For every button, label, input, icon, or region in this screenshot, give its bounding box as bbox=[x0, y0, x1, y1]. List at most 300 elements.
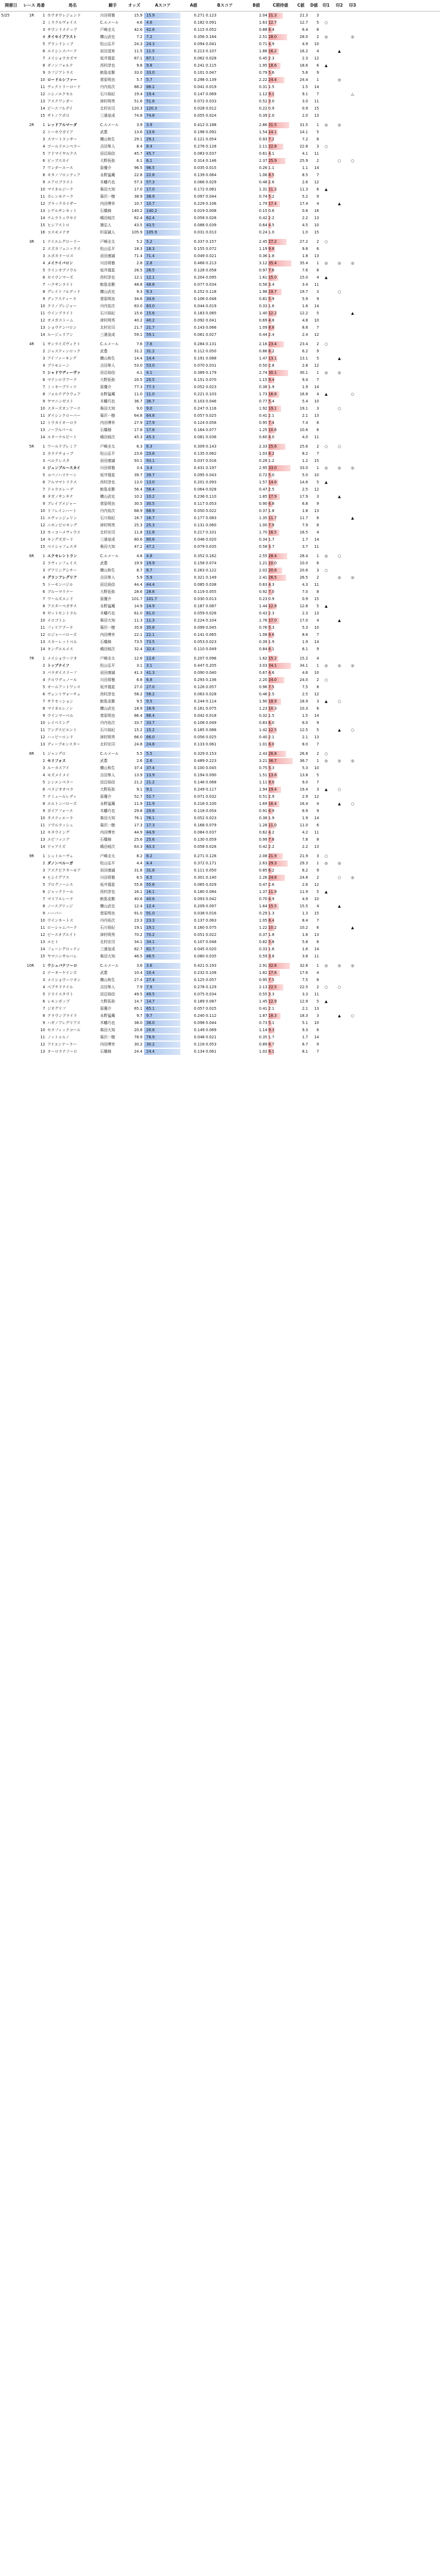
mark-3[interactable] bbox=[346, 450, 359, 458]
mark-1[interactable]: ○ bbox=[324, 985, 328, 989]
mark-1[interactable]: ▲ bbox=[324, 187, 328, 192]
table-row[interactable] bbox=[0, 434, 440, 441]
mark-1[interactable] bbox=[320, 953, 332, 960]
mark-1[interactable] bbox=[320, 932, 332, 939]
mark-1[interactable] bbox=[320, 903, 332, 910]
mark-1[interactable] bbox=[320, 793, 332, 800]
table-row[interactable] bbox=[0, 398, 440, 405]
mark-2[interactable] bbox=[333, 348, 345, 355]
mark-2[interactable] bbox=[333, 691, 345, 698]
table-row[interactable] bbox=[0, 355, 440, 362]
mark-2[interactable]: ◎ bbox=[338, 759, 341, 763]
table-row[interactable] bbox=[0, 705, 440, 712]
mark-1[interactable] bbox=[320, 867, 332, 874]
table-row[interactable] bbox=[0, 822, 440, 829]
mark-1[interactable] bbox=[320, 1012, 332, 1020]
table-row[interactable] bbox=[0, 677, 440, 684]
mark-1[interactable] bbox=[320, 222, 332, 229]
mark-2[interactable] bbox=[333, 84, 345, 91]
table-row[interactable] bbox=[0, 698, 440, 705]
mark-2[interactable] bbox=[333, 253, 345, 260]
table-row[interactable] bbox=[0, 479, 440, 486]
mark-1[interactable] bbox=[320, 610, 332, 617]
mark-1[interactable] bbox=[320, 48, 332, 55]
table-row[interactable] bbox=[0, 341, 440, 348]
mark-1[interactable] bbox=[320, 296, 332, 303]
mark-2[interactable] bbox=[333, 129, 345, 136]
table-row[interactable] bbox=[0, 165, 440, 172]
table-row[interactable] bbox=[0, 874, 440, 881]
mark-1[interactable] bbox=[320, 617, 332, 624]
mark-2[interactable] bbox=[333, 779, 345, 786]
mark-3[interactable] bbox=[346, 77, 359, 84]
table-row[interactable] bbox=[0, 881, 440, 889]
mark-2[interactable] bbox=[333, 317, 345, 324]
mark-2[interactable] bbox=[333, 932, 345, 939]
mark-3[interactable] bbox=[346, 631, 359, 639]
table-row[interactable] bbox=[0, 1020, 440, 1027]
table-row[interactable] bbox=[0, 98, 440, 105]
mark-2[interactable] bbox=[333, 881, 345, 889]
table-row[interactable] bbox=[0, 536, 440, 543]
mark-2[interactable]: ◎ bbox=[338, 123, 341, 127]
mark-3[interactable] bbox=[346, 712, 359, 720]
mark-3[interactable] bbox=[346, 215, 359, 222]
mark-2[interactable] bbox=[333, 829, 345, 836]
mark-3[interactable] bbox=[346, 953, 359, 960]
mark-2[interactable] bbox=[333, 150, 345, 157]
table-row[interactable] bbox=[0, 303, 440, 310]
table-row[interactable] bbox=[0, 889, 440, 896]
mark-3[interactable] bbox=[346, 946, 359, 953]
mark-2[interactable] bbox=[333, 222, 345, 229]
mark-2[interactable] bbox=[333, 536, 345, 543]
mark-3[interactable] bbox=[346, 603, 359, 610]
mark-1[interactable] bbox=[320, 581, 332, 589]
mark-3[interactable] bbox=[346, 553, 359, 560]
mark-3[interactable] bbox=[346, 889, 359, 896]
mark-1[interactable] bbox=[320, 136, 332, 143]
table-row[interactable] bbox=[0, 984, 440, 991]
mark-2[interactable]: ◎ bbox=[338, 78, 341, 82]
table-row[interactable] bbox=[0, 331, 440, 339]
table-row[interactable] bbox=[0, 246, 440, 253]
mark-3[interactable]: ◎ bbox=[351, 575, 354, 580]
table-row[interactable] bbox=[0, 48, 440, 55]
mark-3[interactable] bbox=[346, 105, 359, 112]
mark-3[interactable] bbox=[346, 720, 359, 727]
mark-3[interactable] bbox=[346, 581, 359, 589]
mark-1[interactable] bbox=[320, 508, 332, 515]
mark-1[interactable] bbox=[320, 355, 332, 362]
mark-2[interactable] bbox=[333, 977, 345, 984]
table-row[interactable] bbox=[0, 589, 440, 596]
table-row[interactable] bbox=[0, 208, 440, 215]
table-row[interactable] bbox=[0, 450, 440, 458]
mark-3[interactable] bbox=[346, 639, 359, 646]
mark-3[interactable] bbox=[346, 274, 359, 281]
mark-1[interactable]: ▲ bbox=[324, 604, 328, 608]
table-row[interactable] bbox=[0, 405, 440, 412]
mark-3[interactable] bbox=[346, 734, 359, 741]
mark-3[interactable] bbox=[346, 362, 359, 369]
mark-3[interactable] bbox=[346, 193, 359, 200]
mark-2[interactable] bbox=[333, 296, 345, 303]
table-row[interactable] bbox=[0, 691, 440, 698]
mark-2[interactable] bbox=[333, 246, 345, 253]
mark-1[interactable] bbox=[320, 331, 332, 339]
mark-2[interactable] bbox=[333, 939, 345, 946]
table-row[interactable] bbox=[0, 150, 440, 157]
table-row[interactable] bbox=[0, 377, 440, 384]
mark-3[interactable] bbox=[346, 836, 359, 843]
table-row[interactable] bbox=[0, 55, 440, 62]
mark-1[interactable]: ◎ bbox=[324, 759, 328, 763]
mark-1[interactable]: ○ bbox=[324, 20, 328, 25]
mark-1[interactable] bbox=[320, 991, 332, 998]
mark-3[interactable] bbox=[346, 793, 359, 800]
mark-2[interactable] bbox=[333, 281, 345, 288]
mark-2[interactable] bbox=[333, 324, 345, 331]
table-row[interactable] bbox=[0, 200, 440, 208]
table-row[interactable] bbox=[0, 129, 440, 136]
table-row[interactable] bbox=[0, 420, 440, 427]
mark-1[interactable] bbox=[320, 712, 332, 720]
table-row[interactable] bbox=[0, 610, 440, 617]
mark-1[interactable] bbox=[320, 427, 332, 434]
mark-1[interactable] bbox=[320, 741, 332, 748]
mark-1[interactable] bbox=[320, 12, 332, 19]
mark-2[interactable] bbox=[333, 143, 345, 150]
mark-3[interactable] bbox=[346, 977, 359, 984]
mark-2[interactable] bbox=[333, 772, 345, 779]
mark-1[interactable] bbox=[320, 574, 332, 581]
mark-1[interactable] bbox=[320, 1048, 332, 1055]
table-row[interactable] bbox=[0, 105, 440, 112]
mark-3[interactable] bbox=[346, 691, 359, 698]
mark-1[interactable] bbox=[320, 157, 332, 165]
mark-2[interactable] bbox=[333, 1048, 345, 1055]
mark-3[interactable] bbox=[346, 932, 359, 939]
mark-3[interactable] bbox=[346, 434, 359, 441]
mark-3[interactable] bbox=[346, 324, 359, 331]
mark-2[interactable] bbox=[333, 508, 345, 515]
mark-3[interactable] bbox=[346, 229, 359, 236]
table-row[interactable] bbox=[0, 1034, 440, 1041]
mark-3[interactable]: ◎ bbox=[351, 759, 354, 763]
mark-1[interactable] bbox=[320, 924, 332, 932]
table-row[interactable] bbox=[0, 1048, 440, 1055]
table-row[interactable] bbox=[0, 1027, 440, 1034]
table-row[interactable] bbox=[0, 567, 440, 574]
table-row[interactable] bbox=[0, 631, 440, 639]
mark-2[interactable] bbox=[333, 529, 345, 536]
mark-2[interactable] bbox=[333, 12, 345, 19]
table-row[interactable] bbox=[0, 843, 440, 851]
mark-1[interactable] bbox=[320, 800, 332, 808]
mark-3[interactable]: ○ bbox=[351, 392, 354, 396]
mark-2[interactable] bbox=[333, 655, 345, 662]
mark-1[interactable] bbox=[320, 646, 332, 653]
mark-1[interactable]: ▲ bbox=[324, 999, 328, 1004]
mark-3[interactable] bbox=[346, 1034, 359, 1041]
mark-2[interactable]: ◎ bbox=[338, 575, 341, 580]
mark-1[interactable] bbox=[320, 939, 332, 946]
mark-2[interactable]: ▲ bbox=[338, 904, 341, 908]
mark-2[interactable] bbox=[333, 384, 345, 391]
table-row[interactable] bbox=[0, 253, 440, 260]
mark-3[interactable]: △ bbox=[351, 92, 354, 96]
mark-3[interactable] bbox=[346, 246, 359, 253]
mark-3[interactable] bbox=[346, 377, 359, 384]
table-row[interactable] bbox=[0, 655, 440, 662]
mark-2[interactable] bbox=[333, 1005, 345, 1012]
mark-3[interactable] bbox=[346, 589, 359, 596]
table-row[interactable] bbox=[0, 932, 440, 939]
mark-1[interactable] bbox=[320, 317, 332, 324]
table-row[interactable] bbox=[0, 172, 440, 179]
mark-1[interactable]: ◎ bbox=[324, 35, 328, 39]
mark-2[interactable]: ○ bbox=[338, 444, 341, 449]
mark-3[interactable] bbox=[346, 398, 359, 405]
mark-1[interactable]: ◎ bbox=[324, 261, 328, 265]
mark-3[interactable] bbox=[346, 567, 359, 574]
mark-3[interactable] bbox=[346, 129, 359, 136]
mark-1[interactable] bbox=[320, 843, 332, 851]
mark-2[interactable] bbox=[333, 917, 345, 924]
mark-2[interactable] bbox=[333, 631, 345, 639]
mark-3[interactable] bbox=[346, 970, 359, 977]
mark-1[interactable] bbox=[320, 267, 332, 274]
mark-3[interactable] bbox=[346, 829, 359, 836]
mark-1[interactable] bbox=[320, 253, 332, 260]
mark-2[interactable] bbox=[333, 946, 345, 953]
mark-1[interactable] bbox=[320, 26, 332, 34]
mark-2[interactable] bbox=[333, 186, 345, 193]
mark-1[interactable] bbox=[320, 500, 332, 508]
mark-3[interactable]: ▲ bbox=[351, 925, 354, 930]
table-row[interactable] bbox=[0, 77, 440, 84]
mark-2[interactable] bbox=[333, 836, 345, 843]
mark-2[interactable] bbox=[333, 610, 345, 617]
header-expect-c[interactable]: C期待値 bbox=[272, 3, 288, 8]
mark-2[interactable]: ▲ bbox=[338, 49, 341, 53]
mark-3[interactable] bbox=[346, 12, 359, 19]
mark-3[interactable] bbox=[346, 867, 359, 874]
mark-2[interactable] bbox=[333, 208, 345, 215]
table-row[interactable] bbox=[0, 560, 440, 567]
table-row[interactable] bbox=[0, 734, 440, 741]
mark-2[interactable] bbox=[333, 970, 345, 977]
mark-3[interactable]: ▲ bbox=[351, 311, 354, 315]
mark-2[interactable] bbox=[333, 91, 345, 98]
mark-1[interactable] bbox=[320, 874, 332, 881]
mark-1[interactable] bbox=[320, 41, 332, 48]
mark-3[interactable] bbox=[346, 860, 359, 867]
mark-2[interactable] bbox=[333, 896, 345, 903]
mark-1[interactable] bbox=[320, 808, 332, 815]
mark-2[interactable] bbox=[333, 420, 345, 427]
mark-2[interactable] bbox=[333, 720, 345, 727]
mark-2[interactable]: ▲ bbox=[338, 201, 341, 206]
mark-3[interactable] bbox=[346, 331, 359, 339]
mark-3[interactable] bbox=[346, 179, 359, 186]
mark-1[interactable]: ○ bbox=[324, 342, 328, 346]
table-row[interactable] bbox=[0, 500, 440, 508]
header-number[interactable]: 馬番 bbox=[36, 3, 45, 8]
mark-2[interactable] bbox=[333, 427, 345, 434]
table-row[interactable] bbox=[0, 84, 440, 91]
mark-2[interactable] bbox=[333, 765, 345, 772]
mark-2[interactable] bbox=[333, 822, 345, 829]
mark-3[interactable] bbox=[346, 705, 359, 712]
mark-1[interactable] bbox=[320, 450, 332, 458]
table-row[interactable] bbox=[0, 953, 440, 960]
table-row[interactable] bbox=[0, 829, 440, 836]
mark-2[interactable] bbox=[333, 596, 345, 603]
mark-3[interactable] bbox=[346, 150, 359, 157]
mark-1[interactable] bbox=[320, 1027, 332, 1034]
mark-2[interactable] bbox=[333, 560, 345, 567]
table-row[interactable] bbox=[0, 391, 440, 398]
mark-2[interactable] bbox=[333, 998, 345, 1005]
mark-3[interactable] bbox=[346, 62, 359, 69]
mark-2[interactable] bbox=[333, 589, 345, 596]
mark-3[interactable] bbox=[346, 296, 359, 303]
mark-2[interactable] bbox=[333, 910, 345, 917]
mark-2[interactable] bbox=[333, 391, 345, 398]
header-odds[interactable]: オッズ bbox=[128, 3, 141, 8]
mark-2[interactable] bbox=[333, 69, 345, 77]
mark-2[interactable] bbox=[333, 712, 345, 720]
mark-3[interactable] bbox=[346, 698, 359, 705]
table-row[interactable] bbox=[0, 603, 440, 610]
mark-2[interactable] bbox=[333, 603, 345, 610]
mark-2[interactable]: ○ bbox=[338, 699, 341, 704]
table-row[interactable] bbox=[0, 26, 440, 34]
mark-1[interactable]: ▲ bbox=[324, 787, 328, 792]
mark-2[interactable] bbox=[333, 734, 345, 741]
mark-1[interactable] bbox=[320, 589, 332, 596]
mark-2[interactable] bbox=[333, 458, 345, 465]
mark-3[interactable] bbox=[346, 1041, 359, 1048]
mark-2[interactable] bbox=[333, 331, 345, 339]
mark-1[interactable] bbox=[320, 472, 332, 479]
table-row[interactable] bbox=[0, 186, 440, 193]
mark-3[interactable] bbox=[346, 1005, 359, 1012]
mark-1[interactable] bbox=[320, 515, 332, 522]
mark-1[interactable] bbox=[320, 105, 332, 112]
table-row[interactable] bbox=[0, 348, 440, 355]
table-row[interactable] bbox=[0, 903, 440, 910]
mark-3[interactable] bbox=[346, 288, 359, 296]
table-row[interactable] bbox=[0, 646, 440, 653]
mark-3[interactable] bbox=[346, 596, 359, 603]
table-row[interactable] bbox=[0, 412, 440, 420]
mark-3[interactable] bbox=[346, 84, 359, 91]
mark-2[interactable]: ▲ bbox=[338, 356, 341, 361]
mark-3[interactable] bbox=[346, 384, 359, 391]
mark-2[interactable] bbox=[333, 193, 345, 200]
mark-2[interactable]: ▲ bbox=[338, 494, 341, 499]
table-row[interactable] bbox=[0, 910, 440, 917]
mark-1[interactable]: ○ bbox=[324, 568, 328, 573]
table-row[interactable] bbox=[0, 310, 440, 317]
mark-2[interactable] bbox=[333, 26, 345, 34]
mark-1[interactable] bbox=[320, 822, 332, 829]
header-jockey[interactable]: 騎手 bbox=[108, 3, 117, 8]
mark-3[interactable] bbox=[346, 303, 359, 310]
mark-3[interactable] bbox=[346, 341, 359, 348]
table-row[interactable] bbox=[0, 998, 440, 1005]
table-row[interactable] bbox=[0, 317, 440, 324]
table-row[interactable] bbox=[0, 808, 440, 815]
mark-1[interactable] bbox=[320, 398, 332, 405]
header-mark-1[interactable]: 印1 bbox=[322, 3, 330, 8]
table-row[interactable] bbox=[0, 720, 440, 727]
mark-2[interactable] bbox=[333, 741, 345, 748]
mark-2[interactable]: ○ bbox=[338, 787, 341, 792]
table-row[interactable] bbox=[0, 529, 440, 536]
mark-2[interactable]: ○ bbox=[338, 875, 341, 880]
mark-1[interactable] bbox=[320, 384, 332, 391]
table-row[interactable] bbox=[0, 553, 440, 560]
mark-3[interactable]: ◎ bbox=[351, 466, 354, 470]
header-race[interactable]: レース bbox=[23, 3, 36, 8]
mark-2[interactable] bbox=[333, 1041, 345, 1048]
mark-1[interactable] bbox=[320, 377, 332, 384]
mark-2[interactable] bbox=[333, 229, 345, 236]
mark-2[interactable]: ○ bbox=[338, 406, 341, 411]
mark-1[interactable] bbox=[320, 772, 332, 779]
mark-1[interactable] bbox=[320, 1005, 332, 1012]
mark-1[interactable] bbox=[320, 1041, 332, 1048]
mark-3[interactable] bbox=[346, 655, 359, 662]
mark-3[interactable] bbox=[346, 536, 359, 543]
mark-1[interactable]: ▲ bbox=[324, 480, 328, 484]
mark-1[interactable] bbox=[320, 917, 332, 924]
mark-1[interactable] bbox=[320, 486, 332, 493]
table-row[interactable] bbox=[0, 19, 440, 26]
mark-1[interactable] bbox=[320, 246, 332, 253]
mark-1[interactable] bbox=[320, 779, 332, 786]
mark-2[interactable] bbox=[333, 303, 345, 310]
table-row[interactable] bbox=[0, 786, 440, 793]
mark-2[interactable] bbox=[333, 472, 345, 479]
mark-1[interactable] bbox=[320, 881, 332, 889]
table-row[interactable] bbox=[0, 229, 440, 236]
mark-2[interactable] bbox=[333, 581, 345, 589]
mark-1[interactable] bbox=[320, 765, 332, 772]
mark-3[interactable] bbox=[346, 772, 359, 779]
mark-3[interactable]: ○ bbox=[351, 802, 354, 806]
table-row[interactable] bbox=[0, 800, 440, 808]
mark-3[interactable] bbox=[346, 543, 359, 551]
mark-2[interactable] bbox=[333, 62, 345, 69]
mark-1[interactable] bbox=[320, 129, 332, 136]
mark-1[interactable] bbox=[320, 543, 332, 551]
mark-1[interactable] bbox=[320, 200, 332, 208]
mark-3[interactable] bbox=[346, 669, 359, 677]
mark-2[interactable] bbox=[333, 669, 345, 677]
table-row[interactable] bbox=[0, 946, 440, 953]
mark-2[interactable]: ◎ bbox=[338, 371, 341, 375]
mark-2[interactable] bbox=[333, 238, 345, 246]
mark-3[interactable] bbox=[346, 369, 359, 377]
mark-3[interactable] bbox=[346, 917, 359, 924]
mark-1[interactable] bbox=[320, 98, 332, 105]
mark-3[interactable]: ◎ bbox=[351, 875, 354, 880]
